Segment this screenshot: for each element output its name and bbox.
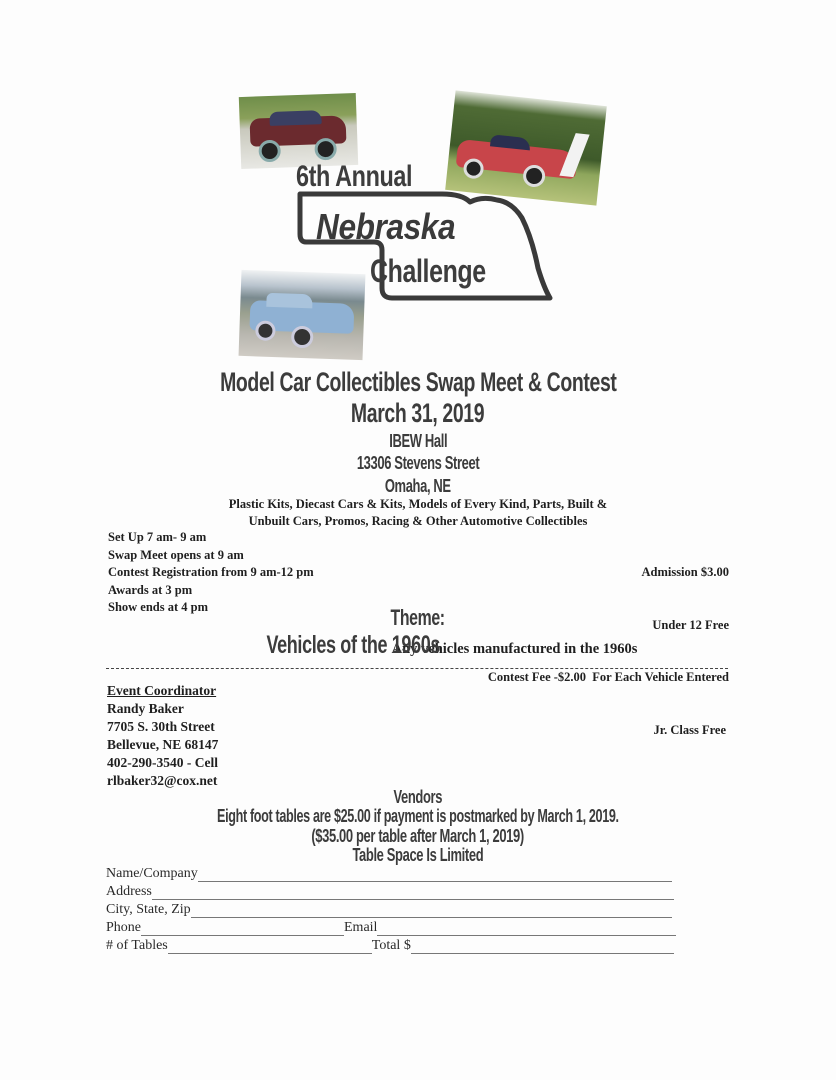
form-row-name	[106, 866, 672, 882]
theme-title: Vehicles of the 1960s	[266, 631, 440, 659]
vendors-line-1: Eight foot tables are $25.00 if payment is postmarked by March 1, 2019.	[217, 806, 619, 826]
coordinator-heading: Event Coordinator	[107, 683, 217, 698]
schedule-item: Swap Meet opens at 9 am	[108, 547, 244, 562]
phone-field[interactable]	[141, 921, 344, 936]
event-header	[0, 367, 836, 398]
fee-item: Admission $3.00	[641, 565, 729, 579]
fee-item: Under 12 Free	[652, 617, 729, 632]
divider	[106, 668, 728, 669]
theme-line	[0, 631, 836, 660]
schedule-list	[108, 529, 314, 617]
total-field[interactable]	[411, 939, 674, 954]
venue-city: Omaha, NE	[385, 476, 451, 496]
form-row-city	[106, 902, 672, 918]
schedule-item: Awards at 3 pm	[108, 582, 193, 597]
blue-1960s-mustang-photo	[239, 270, 366, 360]
form-row-tables-total	[106, 938, 674, 954]
schedule-item: Contest Registration from 9 am-12 pm	[108, 565, 314, 579]
venue-name: IBEW Hall	[389, 431, 447, 451]
vendors-heading: Vendors	[393, 787, 443, 807]
logo-6th-annual: 6th Annual	[296, 160, 413, 193]
form-row-address	[106, 884, 674, 900]
description-line-2: Unbuilt Cars, Promos, Racing & Other Automotive Collectibles	[248, 514, 588, 528]
city-state-zip-label: City, State, Zip	[106, 902, 191, 917]
phone-label: Phone	[106, 920, 141, 935]
coordinator-block	[107, 682, 218, 790]
coordinator-city: Bellevue, NE 68147	[107, 737, 219, 752]
schedule-item: Show ends at 4 pm	[108, 600, 209, 614]
city-state-zip-field[interactable]	[191, 903, 672, 918]
email-label: Email	[344, 920, 378, 935]
total-label: Total $	[371, 938, 411, 953]
maroon-1960s-car-photo	[239, 93, 358, 169]
description-line-1: Plastic Kits, Diecast Cars & Kits, Models of Every Kind, Parts, Built &	[228, 497, 608, 511]
event-title: Model Car Collectibles Swap Meet & Contest	[219, 367, 617, 397]
logo-challenge: Challenge	[370, 253, 486, 289]
tables-label: # of Tables	[106, 938, 168, 953]
coordinator-name: Randy Baker	[107, 701, 184, 716]
fee-item: Jr. Class Free	[653, 722, 726, 737]
name-company-label: Name/Company	[106, 866, 198, 881]
schedule-item: Set Up 7 am- 9 am	[108, 530, 207, 544]
form-row-phone-email	[106, 920, 676, 936]
name-company-field[interactable]	[198, 867, 672, 882]
coordinator-phone: 402-290-3540 - Cell	[107, 755, 218, 770]
email-field[interactable]	[377, 921, 676, 936]
address-label: Address	[106, 884, 152, 899]
coordinator-email[interactable]: rlbaker32@cox.net	[107, 773, 218, 788]
theme-heading: Theme:	[390, 605, 446, 630]
vendors-line-3: Table Space Is Limited	[352, 845, 484, 865]
coordinator-street: 7705 S. 30th Street	[107, 719, 215, 734]
tables-field[interactable]	[168, 939, 372, 954]
vendors-line-2: ($35.00 per table after March 1, 2019)	[311, 826, 525, 846]
address-field[interactable]	[152, 885, 674, 900]
logo-nebraska: Nebraska	[316, 206, 456, 247]
event-date: March 31, 2019	[351, 398, 485, 428]
fee-item: Contest Fee -$2.00 For Each Vehicle Entered	[487, 670, 729, 684]
theme-description: Any vehicles manufactured in the 1960s	[391, 641, 638, 657]
venue-street: 13306 Stevens Street	[356, 453, 480, 473]
